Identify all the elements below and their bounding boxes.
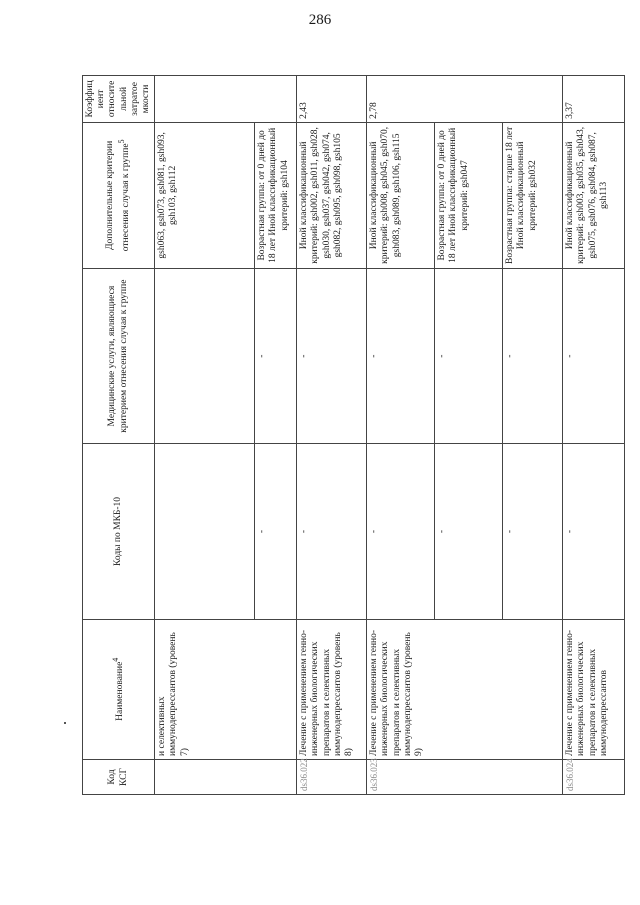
ksg-name: Лечение с применением генно-инженерных биологических препаратов и селективных иммунодепрессантов (уровень 8): [297, 619, 367, 759]
ksg-name: Лечение с применением генно-инженерных биологических препаратов и селективных иммунодепрессантов (уровень 9): [367, 619, 563, 759]
page-number: 286: [308, 12, 332, 28]
medical-service: -: [503, 268, 563, 443]
extra-criteria: Возрастная группа: от 0 дней до 18 лет Иной классификационный критерий: gsh104: [255, 122, 297, 268]
table-row: [297, 76, 367, 795]
mkb-code: -: [297, 444, 367, 619]
mkb-code: -: [435, 444, 503, 619]
ksg-table: [82, 75, 625, 795]
medical-service: -: [255, 268, 297, 443]
ksg-code: [155, 759, 297, 794]
table-row: [563, 76, 625, 795]
medical-service: -: [367, 268, 435, 443]
table-header-row: [83, 76, 155, 795]
coefficient: 3,37: [563, 76, 625, 123]
extra-criteria: Иной классификационный критерий: gsh003, gsh035, gsh043, gsh075, gsh076, gsh084, gsh087, gsh113: [563, 122, 625, 268]
header-criteria: Дополнительные критерии отнесения случая к группе$^5$: [83, 122, 155, 268]
extra-criteria: Возрастная группа: от 0 дней до 18 лет Иной классификационный критерий: gsh047: [435, 122, 503, 268]
coefficient: 2,43: [297, 76, 367, 123]
ksg-code: ds36.023: [367, 759, 563, 794]
table-row: [367, 76, 435, 795]
mkb-code: -: [367, 444, 435, 619]
medical-service: -: [435, 268, 503, 443]
header-mkb: Коды по МКБ-10: [83, 444, 155, 619]
table-row: [155, 76, 255, 795]
coefficient: [155, 76, 297, 123]
ksg-code: ds36.022: [297, 759, 367, 794]
header-services: Медицинские услуги, являющиеся критерием отнесения случая к группе: [83, 268, 155, 443]
extra-criteria: Иной классификационный критерий: gsh002, gsh011, gsh028, gsh030, gsh037, gsh042, gsh074, gsh082, gsh095, gsh098, gsh105: [297, 122, 367, 268]
ksg-name: Лечение с применением генно-инженерных биологических препаратов и селективных иммунодепрессантов: [563, 619, 625, 759]
mkb-code: [155, 444, 255, 619]
mkb-code: -: [563, 444, 625, 619]
medical-service: -: [563, 268, 625, 443]
medical-service: -: [297, 268, 367, 443]
extra-criteria: Возрастная группа: старше 18 лет Иной классификационный критерий: gsh032: [503, 122, 563, 268]
mkb-code: -: [255, 444, 297, 619]
extra-criteria: gsh063, gsh073, gsh081, gsh093, gsh103, gsh112: [155, 122, 255, 268]
mkb-code: -: [503, 444, 563, 619]
header-name: Наименование$^4$: [83, 619, 155, 759]
header-code: Код КСГ: [83, 759, 155, 794]
extra-criteria: Иной классификационный критерий: gsh008, gsh045, gsh070, gsh083, gsh089, gsh106, gsh115: [367, 122, 435, 268]
ksg-name: и селективных иммунодепрессантов (уровень 7): [155, 619, 297, 759]
rotated-table-wrapper: [82, 75, 609, 795]
medical-service: [155, 268, 255, 443]
header-coef: Коэффициент относительной затратоемкости: [83, 76, 155, 123]
coefficient: 2,78: [367, 76, 563, 123]
scan-speck: [64, 722, 66, 724]
ksg-code: ds36.024: [563, 759, 625, 794]
